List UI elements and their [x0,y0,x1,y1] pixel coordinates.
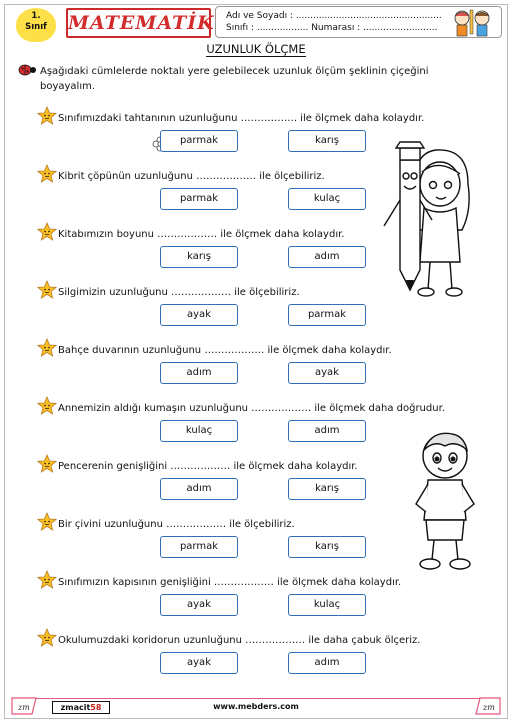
question-text: Sınıfımızın kapısının genişliğini ……………… ile ölçmek daha kolaydır. [58,577,402,588]
option-box[interactable]: karış [288,130,366,152]
website-link[interactable]: www.mebders.com [213,702,299,711]
question-text: Pencerenin genişliğini ……………… ile ölçmek daha kolaydır. [58,461,358,472]
class-number-field: Sınıfı : .................. Numarası : .......................... [226,23,438,33]
worksheet-title: UZUNLUK ÖLÇME [206,42,306,56]
question-text: Annemizin aldığı kumaşın uzunluğunu ……………… ile ölçmek daha doğrudur. [58,403,445,414]
question-row [38,286,300,300]
option-box[interactable]: ayak [160,652,238,674]
question-row [38,518,295,532]
option-box[interactable]: adım [288,246,366,268]
option-box[interactable]: kulaç [288,594,366,616]
code-prefix: zmacit [60,703,91,712]
star-icon [37,628,57,648]
option-box[interactable]: parmak [288,304,366,326]
star-icon [37,222,57,242]
option-box[interactable]: ayak [160,304,238,326]
star-icon [37,570,57,590]
question-text: Kibrit çöpünün uzunluğunu ……………… ile ölçebiliriz. [58,171,325,182]
option-box[interactable]: kulaç [160,420,238,442]
question-text: Silgimizin uzunluğunu ……………… ile ölçebiliriz. [58,287,300,298]
option-box[interactable]: parmak [160,188,238,210]
code-number: 58 [90,703,102,712]
question-text: Okulumuzdaki koridorun uzunluğunu ……………… ile daha çabuk ölçeriz. [58,635,421,646]
star-icon [37,512,57,532]
boy-illustration-icon [412,428,478,572]
star-icon [37,106,57,126]
option-box[interactable]: karış [288,536,366,558]
girl-with-pencil-illustration-icon [376,140,480,302]
option-box[interactable]: parmak [160,130,238,152]
question-row [38,634,421,648]
option-box[interactable]: adım [160,362,238,384]
subject-title: MATEMATİK [66,8,211,38]
question-row [38,402,445,416]
question-row [38,576,401,590]
question-row [38,460,358,474]
option-box[interactable]: adım [160,478,238,500]
option-box[interactable]: parmak [160,536,238,558]
star-icon [37,454,57,474]
star-icon [37,338,57,358]
kids-illustration-icon [444,6,502,38]
question-row [38,170,325,184]
option-box[interactable]: kulaç [288,188,366,210]
question-text: Kitabımızın boyunu ……………… ile ölçmek daha kolaydır. [58,229,345,240]
option-box[interactable]: ayak [160,594,238,616]
star-icon [37,396,57,416]
ladybug-icon [18,64,38,76]
star-icon [37,280,57,300]
option-box[interactable]: ayak [288,362,366,384]
svg-text:zm: zm [18,703,30,712]
question-row [38,112,424,126]
question-text: Bahçe duvarının uzunluğunu ……………… ile ölçmek daha kolaydır. [58,345,392,356]
zm-logo-left-icon [10,696,38,716]
grade-number: 1. [31,11,41,21]
grade-label: Sınıf [25,22,47,32]
svg-text:zm: zm [483,703,495,712]
option-box[interactable]: karış [288,478,366,500]
star-icon [37,164,57,184]
grade-badge [16,8,56,42]
question-text: Bir çivini uzunluğunu ……………… ile ölçebiliriz. [58,519,295,530]
option-box[interactable]: adım [288,420,366,442]
instruction-text: Aşağıdaki cümlelerde noktalı yere gelebilecek uzunluk ölçüm şeklinin çiçeğini boyayalım. [40,66,429,92]
zm-logo-right-icon [474,696,502,716]
option-box[interactable]: karış [160,246,238,268]
question-row [38,228,344,242]
footer-divider [26,698,482,699]
option-box[interactable]: adım [288,652,366,674]
name-field: Adı ve Soyadı : ................................................... [226,11,442,21]
question-text: Sınıfımızdaki tahtanının uzunluğunu …………….. ile ölçmek daha kolaydır. [58,113,425,124]
question-row [38,344,392,358]
